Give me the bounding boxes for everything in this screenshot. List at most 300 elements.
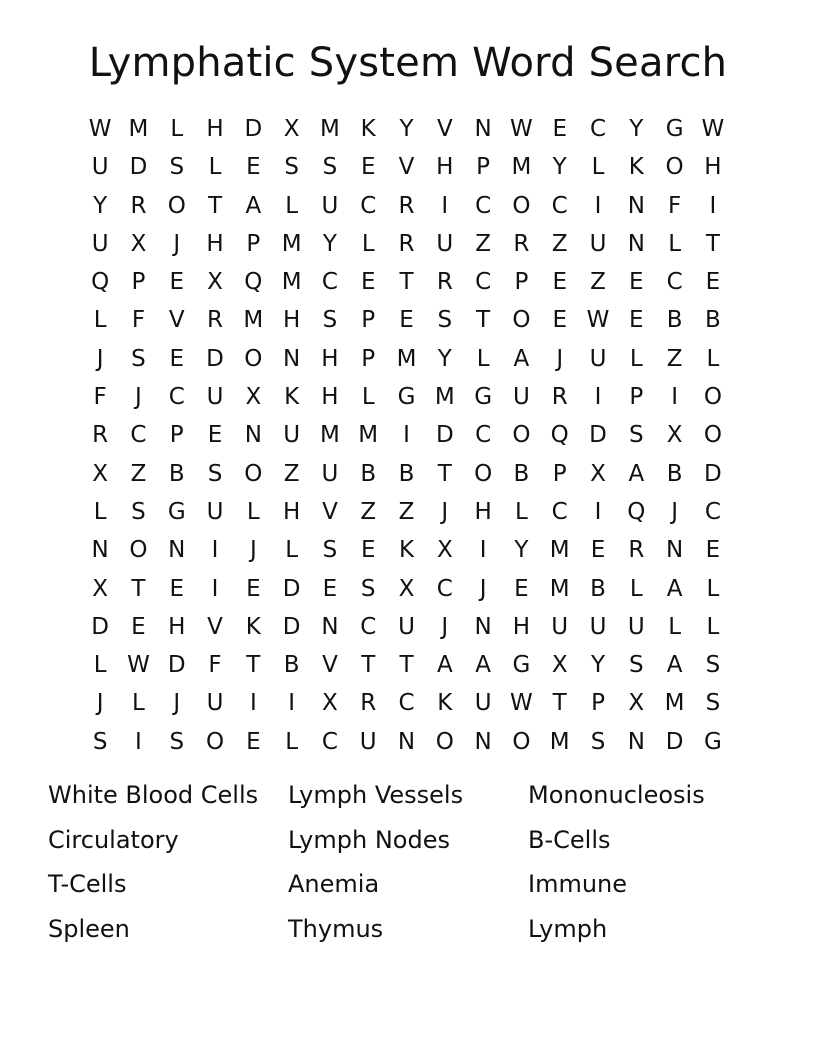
grid-letter: S: [92, 728, 108, 755]
grid-letter: S: [322, 537, 338, 564]
grid-letter: P: [361, 307, 376, 334]
grid-letter: C: [666, 269, 683, 296]
grid-letter: C: [475, 269, 492, 296]
grid-row: [81, 531, 735, 569]
grid-letter: X: [436, 537, 453, 564]
grid-letter: N: [397, 728, 416, 755]
grid-letter: N: [627, 230, 645, 257]
grid-letter: D: [244, 116, 263, 142]
grid-letter: L: [361, 384, 375, 411]
grid-letter: E: [169, 269, 185, 296]
grid-letter: K: [398, 537, 415, 564]
grid-letter: X: [322, 690, 338, 717]
grid-letter: Y: [629, 116, 644, 142]
grid-letter: O: [512, 192, 531, 219]
grid-letter: A: [475, 652, 491, 679]
grid-letter: E: [629, 269, 644, 296]
grid-letter: H: [436, 154, 454, 181]
grid-letter: E: [360, 537, 376, 564]
grid-letter: N: [627, 728, 645, 755]
grid-letter: U: [474, 690, 492, 717]
grid-letter: Z: [398, 498, 415, 525]
grid-letter: I: [211, 575, 219, 602]
grid-letter: L: [93, 652, 107, 679]
grid-letter: L: [629, 345, 643, 372]
grid-letter: O: [435, 728, 454, 755]
grid-letter: O: [703, 422, 722, 449]
grid-letter: P: [591, 690, 605, 717]
grid-letter: R: [513, 230, 530, 257]
grid-row: [81, 608, 735, 646]
grid-letter: M: [664, 690, 685, 717]
grid-letter: B: [590, 575, 606, 602]
letter-grid: [81, 110, 735, 761]
grid-letter: R: [628, 537, 645, 564]
grid-letter: Q: [91, 269, 110, 296]
grid-letter: H: [282, 498, 301, 525]
grid-letter: U: [627, 613, 645, 640]
grid-letter: M: [281, 269, 302, 296]
grid-letter: O: [474, 460, 493, 487]
grid-letter: L: [208, 154, 222, 181]
grid-letter: G: [665, 116, 684, 142]
grid-letter: X: [590, 460, 606, 487]
grid-row: [81, 570, 735, 608]
grid-letter: E: [360, 154, 376, 181]
grid-letter: C: [475, 192, 492, 219]
grid-letter: L: [668, 230, 682, 257]
grid-letter: Q: [627, 498, 646, 525]
word-list-item: Circulatory: [48, 825, 179, 854]
grid-letter: E: [246, 728, 261, 755]
grid-letter: C: [475, 422, 492, 449]
grid-row: [81, 301, 735, 339]
word-list-item: Immune: [528, 870, 628, 899]
grid-letter: R: [398, 192, 415, 219]
grid-letter: I: [135, 728, 142, 755]
grid-letter: H: [206, 230, 224, 257]
grid-letter: P: [246, 230, 261, 257]
grid-letter: I: [211, 537, 219, 564]
grid-letter: X: [207, 269, 223, 296]
grid-letter: H: [512, 613, 531, 640]
grid-letter: G: [167, 498, 186, 525]
grid-letter: H: [206, 116, 224, 142]
grid-letter: G: [512, 652, 531, 679]
grid-letter: V: [322, 652, 338, 679]
grid-letter: C: [321, 728, 338, 755]
grid-letter: B: [666, 460, 683, 487]
grid-letter: S: [360, 575, 376, 602]
grid-letter: W: [510, 116, 533, 142]
grid-letter: L: [132, 690, 145, 717]
grid-letter: E: [169, 575, 185, 602]
grid-letter: T: [361, 652, 376, 679]
grid-letter: T: [399, 652, 414, 679]
grid-letter: C: [321, 269, 338, 296]
word-list-item: Lymph Nodes: [288, 825, 450, 854]
grid-letter: L: [591, 154, 605, 181]
grid-letter: P: [629, 384, 644, 411]
word-list-item: Spleen: [48, 915, 130, 944]
grid-letter: U: [206, 384, 224, 411]
grid-letter: J: [173, 690, 181, 717]
grid-letter: S: [322, 307, 338, 334]
grid-letter: E: [399, 307, 414, 334]
grid-letter: I: [249, 690, 257, 717]
grid-letter: D: [665, 728, 684, 755]
grid-letter: I: [403, 422, 410, 449]
grid-letter: J: [96, 345, 104, 372]
grid-letter: K: [245, 613, 261, 640]
grid-letter: M: [128, 116, 149, 142]
grid-letter: B: [168, 460, 185, 487]
grid-letter: V: [398, 154, 415, 181]
grid-letter: M: [549, 537, 570, 564]
grid-letter: I: [594, 384, 602, 411]
grid-letter: L: [361, 230, 375, 257]
grid-letter: X: [130, 230, 147, 257]
grid-letter: L: [476, 345, 490, 372]
grid-letter: H: [704, 154, 722, 181]
grid-letter: M: [434, 384, 455, 411]
grid-letter: T: [208, 192, 223, 219]
grid-letter: P: [169, 422, 184, 449]
grid-row: [81, 378, 735, 416]
grid-letter: T: [437, 460, 452, 487]
grid-letter: B: [398, 460, 415, 487]
grid-letter: O: [665, 154, 684, 181]
grid-letter: J: [556, 345, 564, 372]
grid-letter: U: [206, 498, 224, 525]
grid-letter: U: [359, 728, 377, 755]
grid-letter: S: [169, 154, 185, 181]
grid-letter: O: [512, 307, 531, 334]
grid-letter: M: [320, 422, 340, 449]
grid-letter: F: [131, 307, 146, 334]
grid-letter: M: [511, 154, 532, 181]
grid-letter: R: [207, 307, 224, 334]
grid-letter: M: [243, 307, 264, 334]
grid-letter: Z: [130, 460, 147, 487]
grid-letter: N: [91, 537, 109, 564]
grid-letter: C: [589, 116, 607, 142]
grid-letter: K: [437, 690, 453, 717]
grid-letter: E: [552, 307, 567, 334]
grid-letter: P: [552, 460, 567, 487]
grid-letter: G: [397, 384, 416, 411]
grid-letter: Z: [590, 269, 606, 296]
grid-letter: N: [283, 345, 301, 372]
grid-letter: X: [628, 690, 645, 717]
grid-letter: A: [513, 345, 530, 372]
grid-letter: N: [627, 192, 645, 219]
grid-letter: U: [398, 613, 415, 640]
grid-letter: A: [245, 192, 262, 219]
grid-letter: S: [322, 154, 338, 181]
grid-letter: N: [665, 537, 684, 564]
grid-letter: C: [551, 498, 568, 525]
grid-letter: X: [666, 422, 683, 449]
grid-letter: W: [701, 116, 725, 142]
word-list-item: Lymph: [528, 915, 608, 944]
grid-letter: S: [705, 652, 721, 679]
grid-letter: B: [360, 460, 377, 487]
grid-letter: E: [207, 422, 223, 449]
grid-letter: B: [705, 307, 721, 334]
grid-letter: E: [360, 269, 376, 296]
grid-letter: T: [399, 269, 414, 296]
grid-letter: Y: [590, 652, 606, 679]
grid-letter: U: [589, 230, 607, 257]
grid-letter: C: [398, 690, 415, 717]
grid-letter: E: [169, 345, 185, 372]
grid-letter: S: [590, 728, 606, 755]
grid-letter: E: [629, 307, 644, 334]
grid-letter: Y: [399, 116, 414, 142]
grid-letter: K: [284, 384, 300, 411]
grid-letter: T: [552, 690, 567, 717]
grid-letter: I: [709, 192, 717, 219]
grid-letter: E: [705, 269, 721, 296]
grid-row: [81, 416, 735, 454]
grid-letter: E: [131, 613, 146, 640]
grid-letter: F: [667, 192, 682, 219]
grid-row: [81, 646, 735, 684]
grid-letter: D: [167, 652, 186, 679]
grid-letter: J: [479, 575, 487, 602]
word-list-item: Thymus: [288, 915, 384, 944]
grid-letter: D: [704, 460, 722, 487]
grid-letter: N: [168, 537, 186, 564]
word-list-item: B-Cells: [528, 825, 611, 854]
grid-letter: L: [93, 307, 107, 334]
grid-letter: C: [168, 384, 185, 411]
grid-letter: X: [283, 116, 300, 142]
grid-letter: F: [208, 652, 222, 679]
grid-letter: G: [474, 384, 493, 411]
grid-letter: S: [284, 154, 299, 181]
grid-letter: A: [666, 575, 683, 602]
grid-letter: H: [282, 307, 301, 334]
grid-letter: I: [441, 192, 449, 219]
grid-letter: U: [551, 613, 569, 640]
word-list-item: T-Cells: [48, 870, 127, 899]
grid-letter: O: [244, 345, 263, 372]
grid-letter: N: [474, 613, 492, 640]
grid-letter: R: [398, 230, 415, 257]
grid-letter: M: [281, 230, 302, 257]
grid-letter: U: [206, 690, 224, 717]
grid-letter: J: [135, 384, 142, 411]
grid-letter: X: [551, 652, 568, 679]
word-list-item: White Blood Cells: [48, 781, 259, 809]
grid-letter: X: [398, 575, 415, 602]
grid-letter: O: [244, 460, 263, 487]
grid-letter: J: [96, 690, 104, 717]
grid-letter: N: [474, 116, 492, 142]
grid-letter: D: [206, 345, 224, 372]
grid-letter: E: [246, 575, 261, 602]
grid-letter: S: [629, 652, 644, 679]
grid-row: [81, 340, 735, 378]
grid-letter: Z: [360, 498, 377, 525]
grid-letter: D: [435, 422, 454, 449]
grid-letter: S: [131, 345, 146, 372]
grid-letter: M: [549, 575, 570, 602]
grid-letter: C: [704, 498, 721, 525]
grid-letter: J: [441, 613, 449, 640]
grid-letter: C: [130, 422, 147, 449]
grid-letter: U: [436, 230, 454, 257]
grid-letter: E: [552, 269, 567, 296]
grid-letter: L: [170, 116, 184, 142]
grid-letter: R: [551, 384, 568, 411]
grid-letter: I: [594, 498, 602, 525]
grid-letter: E: [590, 537, 606, 564]
grid-letter: Y: [437, 345, 452, 372]
grid-letter: L: [285, 537, 299, 564]
grid-letter: X: [92, 460, 109, 487]
grid-letter: L: [629, 575, 643, 602]
grid-letter: L: [93, 498, 107, 525]
grid-letter: M: [320, 116, 340, 142]
grid-letter: Y: [514, 537, 529, 564]
grid-letter: B: [283, 652, 300, 679]
grid-letter: V: [436, 116, 453, 142]
grid-letter: C: [436, 575, 453, 602]
grid-letter: F: [93, 384, 107, 411]
grid-letter: U: [321, 192, 339, 219]
grid-letter: K: [360, 116, 376, 142]
grid-letter: A: [666, 652, 683, 679]
grid-letter: A: [628, 460, 645, 487]
grid-letter: H: [474, 498, 492, 525]
grid-letter: W: [88, 116, 112, 142]
grid-letter: S: [169, 728, 185, 755]
grid-letter: O: [167, 192, 186, 219]
grid-letter: X: [245, 384, 262, 411]
grid-letter: V: [322, 498, 338, 525]
grid-letter: L: [515, 498, 528, 525]
grid-letter: P: [361, 345, 376, 372]
grid-letter: U: [589, 345, 607, 372]
grid-letter: T: [476, 307, 491, 334]
grid-letter: N: [244, 422, 262, 449]
grid-row: [81, 110, 735, 148]
grid-letter: H: [321, 345, 339, 372]
grid-letter: U: [91, 230, 109, 257]
grid-letter: S: [207, 460, 223, 487]
grid-letter: M: [549, 728, 570, 755]
grid-letter: J: [249, 537, 257, 564]
grid-letter: R: [360, 690, 377, 717]
grid-letter: R: [130, 192, 147, 219]
grid-letter: L: [246, 498, 260, 525]
grid-letter: D: [282, 575, 301, 602]
grid-letter: T: [705, 230, 720, 257]
grid-letter: E: [705, 537, 721, 564]
grid-letter: D: [282, 613, 301, 640]
grid-row: [81, 225, 735, 263]
grid-letter: E: [552, 116, 567, 142]
grid-letter: L: [285, 728, 299, 755]
grid-letter: J: [173, 230, 181, 257]
grid-letter: P: [131, 269, 146, 296]
grid-letter: S: [705, 690, 721, 717]
grid-letter: S: [629, 422, 644, 449]
grid-letter: C: [360, 613, 377, 640]
grid-letter: V: [207, 613, 223, 640]
grid-letter: O: [129, 537, 148, 564]
grid-letter: S: [437, 307, 453, 334]
grid-letter: E: [514, 575, 529, 602]
grid-letter: R: [436, 269, 453, 296]
grid-letter: B: [513, 460, 530, 487]
grid-letter: O: [512, 728, 531, 755]
word-list-item: Anemia: [288, 870, 380, 899]
grid-letter: D: [129, 154, 148, 181]
grid-letter: J: [441, 498, 449, 525]
grid-letter: M: [396, 345, 417, 372]
grid-letter: Y: [552, 154, 567, 181]
grid-row: [81, 148, 735, 186]
grid-letter: L: [706, 345, 720, 372]
grid-letter: L: [668, 613, 682, 640]
grid-row: [81, 723, 735, 761]
grid-letter: B: [666, 307, 683, 334]
grid-letter: Z: [666, 345, 683, 372]
grid-letter: L: [285, 192, 299, 219]
grid-letter: J: [671, 498, 678, 525]
grid-letter: Q: [244, 269, 263, 296]
grid-letter: O: [205, 728, 225, 755]
grid-letter: A: [436, 652, 453, 679]
grid-letter: P: [514, 269, 529, 296]
grid-letter: L: [706, 613, 720, 640]
grid-letter: D: [589, 422, 607, 449]
grid-row: [81, 493, 735, 531]
grid-letter: C: [360, 192, 377, 219]
grid-letter: K: [628, 154, 644, 181]
grid-letter: U: [91, 154, 109, 181]
grid-letter: D: [91, 613, 109, 640]
grid-letter: U: [321, 460, 339, 487]
grid-letter: Y: [93, 192, 108, 219]
grid-letter: S: [131, 498, 146, 525]
grid-letter: I: [594, 192, 602, 219]
grid-letter: Z: [283, 460, 300, 487]
grid-letter: W: [127, 652, 150, 679]
grid-letter: I: [671, 384, 678, 411]
grid-letter: Q: [550, 422, 569, 449]
grid-letter: H: [321, 384, 339, 411]
grid-letter: I: [479, 537, 487, 564]
grid-letter: V: [168, 307, 185, 334]
grid-letter: Y: [322, 230, 337, 257]
grid-letter: I: [288, 690, 296, 717]
grid-letter: O: [512, 422, 531, 449]
grid-letter: H: [168, 613, 186, 640]
grid-letter: U: [283, 422, 301, 449]
grid-letter: R: [92, 422, 109, 449]
grid-row: [81, 187, 735, 225]
grid-letter: O: [703, 384, 722, 411]
word-list: [48, 773, 768, 952]
grid-letter: L: [706, 575, 720, 602]
grid-letter: G: [703, 728, 722, 755]
grid-row: [81, 263, 735, 301]
